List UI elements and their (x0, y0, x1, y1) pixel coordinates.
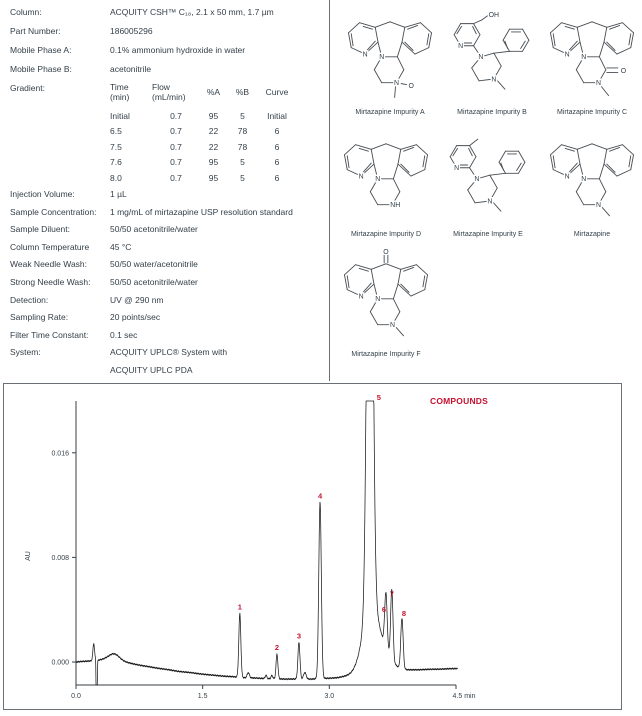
structure-mirtazapine-impurity-c (542, 2, 642, 116)
parameter-value: UV @ 290 nm (110, 294, 164, 305)
gradient-table-row: 8.0 0.7 95 5 6 (110, 172, 280, 183)
parameter-value: acetonitrile (110, 64, 152, 74)
molecule-drawing (338, 124, 434, 230)
parameter-row (10, 41, 328, 60)
parameter-row (10, 292, 328, 310)
atom-label: N (454, 165, 460, 173)
parameter-label: Mobile Phase A: (10, 45, 72, 55)
structure-mirtazapine-impurity-f (336, 244, 436, 358)
parameter-label: Strong Needle Wash: (10, 277, 91, 287)
parameter-value: 50/50 acetonitrile/water (110, 224, 198, 235)
atom-label: N (379, 54, 385, 62)
atom-label: O (620, 68, 627, 76)
gradient-table-row: 7.6 0.7 95 5 6 (110, 157, 280, 168)
atom-label: O (408, 82, 414, 90)
gradient-table-row: Initial 0.7 95 5 Initial (110, 111, 287, 121)
molecule-drawing (338, 244, 434, 350)
parameter-label: Mobile Phase B: (10, 64, 72, 74)
atom-label: N (564, 51, 570, 59)
parameter-label: Detection: (10, 294, 49, 305)
parameter-row (10, 239, 328, 257)
structure-mirtazapine-impurity-b (442, 2, 542, 116)
parameter-label: System: (10, 347, 41, 358)
peak-label-7: 7 (389, 589, 394, 599)
parameter-label: Filter Time Constant: (10, 329, 89, 340)
parameter-row (10, 327, 328, 345)
atom-label: N (358, 293, 364, 301)
peak-label-3: 3 (296, 631, 302, 641)
parameter-value: 186005296 (110, 26, 153, 36)
atom-label: N (389, 322, 395, 330)
parameter-label: Injection Volume: (10, 189, 75, 200)
peak-label-4: 4 (317, 491, 323, 501)
structure-label: Mirtazapine Impurity E (453, 231, 523, 238)
parameter-row (10, 274, 328, 292)
parameter-value: 0.1 sec (110, 329, 138, 340)
parameter-label: Weak Needle Wash: (10, 259, 88, 270)
parameter-row (10, 221, 328, 239)
y-tick-label: 0.008 (51, 554, 69, 562)
atom-label: N (474, 176, 480, 184)
gradient-table (110, 82, 296, 186)
atom-label: N (375, 176, 381, 184)
structure-mirtazapine-impurity-a (340, 2, 440, 116)
structure-label: Mirtazapine Impurity C (556, 109, 628, 116)
parameter-row (10, 186, 328, 204)
atom-label: O (383, 249, 389, 257)
parameter-label: Sample Diluent: (10, 224, 71, 235)
atom-label: OH (488, 11, 500, 19)
parameter-label: Sampling Rate: (10, 312, 69, 323)
gradient-table-header: Time (min) Flow (mL/min) %A %B Curve (110, 82, 289, 102)
compounds-legend (430, 396, 618, 412)
atom-label: N (362, 51, 368, 59)
parameter-row (10, 256, 328, 274)
parameter-label: Gradient: (10, 83, 45, 93)
parameter-row (10, 204, 328, 222)
parameter-label: Sample Concentration: (10, 206, 97, 217)
chromatogram-panel (3, 383, 622, 710)
chromatogram-plot (4, 384, 621, 709)
atom-label: N (478, 54, 484, 62)
peak-label-1: 1 (237, 602, 242, 612)
parameter-row (10, 60, 328, 79)
peak-label-2: 2 (274, 643, 280, 653)
structure-label: Mirtazapine Impurity B (457, 109, 527, 116)
atom-label: N (358, 173, 364, 181)
atom-label: N (595, 202, 601, 210)
atom-label: N (491, 76, 497, 84)
structure-mirtazapine-impurity-d (336, 124, 436, 238)
atom-label: N (581, 54, 587, 62)
molecule-drawing (544, 2, 640, 108)
y-tick-label: 0.000 (51, 659, 69, 667)
structure-mirtazapine-impurity-e (438, 124, 538, 238)
molecule-drawing (342, 2, 438, 108)
molecule-drawing (440, 124, 536, 230)
parameter-value: 1 µL (110, 189, 127, 200)
gradient-row (10, 79, 328, 186)
parameter-value: ACQUITY UPLC® System with ACQUITY UPLC PDA (110, 347, 228, 375)
gradient-table-row: 7.5 0.7 22 78 6 (110, 141, 280, 152)
molecule-drawing (444, 2, 540, 108)
parameter-label: Part Number: (10, 26, 61, 36)
parameter-value: 1 mg/mL of mirtazapine USP resolution standard (110, 206, 293, 217)
atom-label: N (458, 43, 464, 51)
parameter-value: 45 °C (110, 241, 132, 252)
atom-label: N (595, 80, 601, 88)
x-tick-label: 3.0 (324, 693, 335, 700)
molecule-drawing (544, 124, 640, 230)
structure-label: Mirtazapine Impurity F (351, 351, 421, 358)
atom-label: N (581, 176, 587, 184)
x-tick-label: 0.0 (71, 693, 81, 700)
parameter-label: Column Temperature (10, 241, 90, 252)
peak-label-5: 5 (376, 393, 381, 402)
gradient-table-body (110, 109, 296, 186)
parameter-value: 0.1% ammonium hydroxide in water (110, 45, 246, 55)
atom-label: N (375, 296, 381, 304)
structure-label: Mirtazapine Impurity D (350, 231, 422, 238)
method-parameters (10, 3, 328, 380)
parameter-row (10, 309, 328, 327)
atom-label: N (564, 173, 570, 181)
gradient-table-row: 6.5 0.7 22 78 6 (110, 126, 280, 137)
parameter-row (10, 22, 328, 41)
params-bottom-list (10, 186, 328, 380)
peak-label-6: 6 (381, 605, 386, 615)
parameter-row (10, 344, 328, 379)
legend-title: COMPOUNDS (430, 396, 488, 406)
atom-label: N (487, 198, 493, 206)
parameter-value: 50/50 acetonitrile/water (110, 277, 198, 287)
chromatogram-trace (76, 401, 458, 685)
x-tick-label: 1.5 (197, 693, 208, 700)
atom-label: N (393, 80, 399, 88)
structure-mirtazapine (542, 124, 642, 238)
params-top-list (10, 3, 328, 79)
x-tick-label: 4.5 min (452, 693, 476, 700)
parameter-value: 20 points/sec (110, 312, 161, 323)
structure-label: Mirtazapine (573, 231, 611, 238)
parameter-value: ACQUITY CSH™ C₁₈, 2.1 x 50 mm, 1.7 µm (110, 7, 274, 17)
y-axis-label: AU (25, 551, 32, 561)
peak-label-8: 8 (401, 609, 407, 619)
structure-label: Mirtazapine Impurity A (355, 109, 425, 116)
parameter-row (10, 3, 328, 22)
parameter-value: 50/50 water/acetonitrile (110, 259, 198, 270)
y-tick-label: 0.016 (51, 450, 69, 458)
atom-label: NH (390, 202, 401, 210)
parameter-label: Column: (10, 7, 42, 17)
structure-gallery (330, 0, 642, 381)
